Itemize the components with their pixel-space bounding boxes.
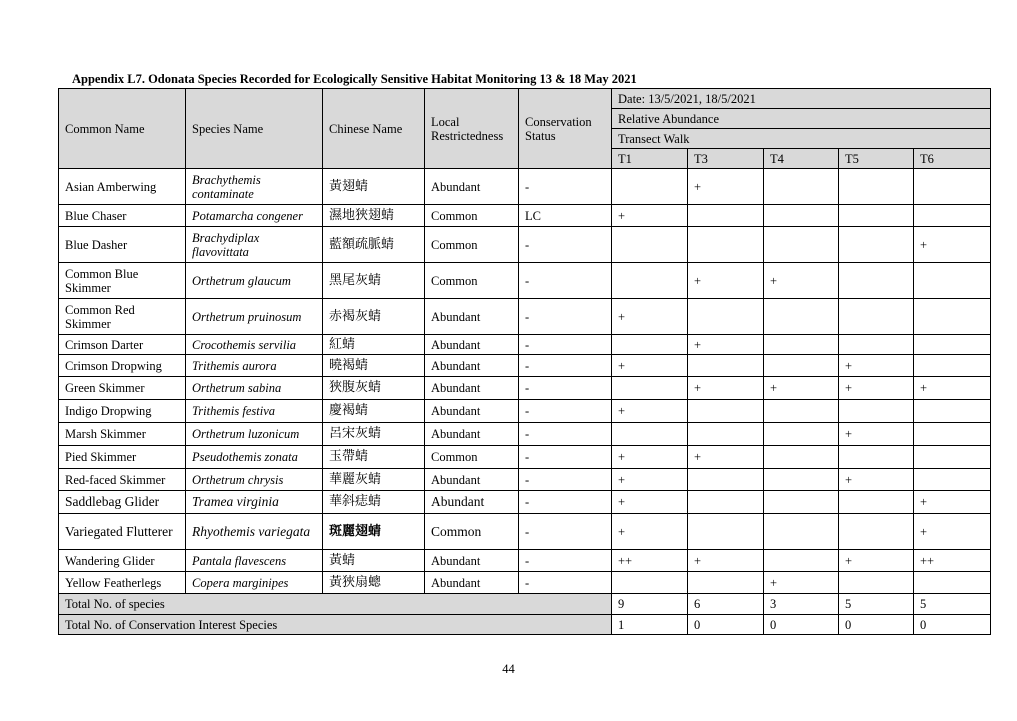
abundance-cell: + [914,377,991,400]
species-row [59,299,991,335]
header-chinese-name: Chinese Name [323,89,425,169]
species-row [59,355,991,377]
conservation-status-cell: - [519,299,612,335]
abundance-cell [839,514,914,550]
abundance-cell [914,355,991,377]
abundance-cell [612,572,688,594]
header-transect: T5 [839,149,914,169]
abundance-cell [764,423,839,446]
chinese-name-cell: 赤褐灰蜻 [323,299,425,335]
species-name-cell: Brachythemis contaminate [186,169,323,205]
total-species-value: 5 [914,594,991,615]
abundance-cell: + [612,205,688,227]
abundance-cell [764,335,839,355]
abundance-cell: + [764,572,839,594]
species-name-cell: Orthetrum sabina [186,377,323,400]
local-restrictedness-cell: Abundant [425,355,519,377]
common-name-cell: Crimson Dropwing [59,355,186,377]
chinese-name-cell: 黃狹扇蟌 [323,572,425,594]
common-name-cell: Crimson Darter [59,335,186,355]
species-row [59,400,991,423]
chinese-name-cell: 狹腹灰蜻 [323,377,425,400]
species-name-cell: Crocothemis servilia [186,335,323,355]
abundance-cell [688,514,764,550]
chinese-name-cell: 紅蜻 [323,335,425,355]
conservation-status-cell: LC [519,205,612,227]
abundance-cell [914,263,991,299]
common-name-cell: Asian Amberwing [59,169,186,205]
abundance-cell: + [839,550,914,572]
table-body [59,169,991,594]
total-conservation-value: 0 [688,615,764,635]
abundance-cell [612,423,688,446]
abundance-cell: ++ [612,550,688,572]
chinese-name-cell: 呂宋灰蜻 [323,423,425,446]
common-name-cell: Indigo Dropwing [59,400,186,423]
header-local-restrictedness: Local Restrictedness [425,89,519,169]
header-transect: T6 [914,149,991,169]
chinese-name-cell: 黑尾灰蜻 [323,263,425,299]
abundance-cell: + [839,355,914,377]
total-species-value: 3 [764,594,839,615]
abundance-cell: + [688,446,764,469]
conservation-status-cell: - [519,550,612,572]
abundance-cell: + [612,469,688,491]
species-row [59,377,991,400]
header-common-name: Common Name [59,89,186,169]
chinese-name-cell: 濕地狹翅蜻 [323,205,425,227]
species-row [59,423,991,446]
chinese-name-cell: 斑麗翅蜻 [323,514,425,550]
abundance-cell: + [688,335,764,355]
local-restrictedness-cell: Common [425,205,519,227]
local-restrictedness-cell: Abundant [425,299,519,335]
abundance-cell [688,299,764,335]
abundance-cell [764,514,839,550]
abundance-cell [764,469,839,491]
chinese-name-cell: 黃蜻 [323,550,425,572]
abundance-cell [839,491,914,514]
header-species-name: Species Name [186,89,323,169]
common-name-cell: Common Red Skimmer [59,299,186,335]
local-restrictedness-cell: Abundant [425,377,519,400]
common-name-cell: Pied Skimmer [59,446,186,469]
species-row [59,514,991,550]
species-name-cell: Orthetrum pruinosum [186,299,323,335]
abundance-cell [839,446,914,469]
abundance-cell: + [612,514,688,550]
species-name-cell: Potamarcha congener [186,205,323,227]
header-conservation-status: Conservation Status [519,89,612,169]
abundance-cell [839,299,914,335]
abundance-cell: + [914,514,991,550]
species-row [59,572,991,594]
abundance-cell: + [688,263,764,299]
conservation-status-cell: - [519,469,612,491]
odonata-table [58,88,991,635]
abundance-cell [914,572,991,594]
conservation-status-cell: - [519,377,612,400]
abundance-cell [612,227,688,263]
species-row [59,263,991,299]
abundance-cell: + [914,227,991,263]
abundance-cell [764,550,839,572]
species-name-cell: Trithemis festiva [186,400,323,423]
abundance-cell [688,572,764,594]
total-conservation-label: Total No. of Conservation Interest Species [59,615,612,635]
total-conservation-row [59,615,991,635]
local-restrictedness-cell: Common [425,263,519,299]
total-species-row [59,594,991,615]
abundance-cell [914,169,991,205]
abundance-cell [688,423,764,446]
abundance-cell [914,335,991,355]
abundance-cell [764,299,839,335]
abundance-cell: + [612,491,688,514]
common-name-cell: Variegated Flutterer [59,514,186,550]
conservation-status-cell: - [519,227,612,263]
abundance-cell: + [839,423,914,446]
abundance-cell [764,400,839,423]
total-conservation-value: 1 [612,615,688,635]
species-name-cell: Pseudothemis zonata [186,446,323,469]
abundance-cell [839,205,914,227]
total-conservation-value: 0 [839,615,914,635]
common-name-cell: Marsh Skimmer [59,423,186,446]
chinese-name-cell: 黃翅蜻 [323,169,425,205]
total-conservation-value: 0 [764,615,839,635]
species-row [59,469,991,491]
common-name-cell: Blue Chaser [59,205,186,227]
abundance-cell [839,263,914,299]
local-restrictedness-cell: Abundant [425,550,519,572]
abundance-cell [764,227,839,263]
species-name-cell: Orthetrum glaucum [186,263,323,299]
total-species-value: 9 [612,594,688,615]
common-name-cell: Blue Dasher [59,227,186,263]
abundance-cell [764,491,839,514]
abundance-cell [612,169,688,205]
chinese-name-cell: 慶褐蜻 [323,400,425,423]
species-name-cell: Orthetrum luzonicum [186,423,323,446]
local-restrictedness-cell: Abundant [425,335,519,355]
local-restrictedness-cell: Abundant [425,169,519,205]
species-row [59,335,991,355]
total-conservation-value: 0 [914,615,991,635]
abundance-cell [612,377,688,400]
species-name-cell: Orthetrum chrysis [186,469,323,491]
species-row [59,491,991,514]
abundance-cell: + [612,400,688,423]
header-transect: T1 [612,149,688,169]
local-restrictedness-cell: Common [425,514,519,550]
species-name-cell: Rhyothemis variegata [186,514,323,550]
total-species-label: Total No. of species [59,594,612,615]
page-number: 44 [502,662,515,676]
abundance-cell: + [612,299,688,335]
totals-section [59,594,991,635]
local-restrictedness-cell: Common [425,446,519,469]
species-name-cell: Tramea virginia [186,491,323,514]
abundance-cell: + [764,377,839,400]
abundance-cell [839,335,914,355]
abundance-cell [914,400,991,423]
local-restrictedness-cell: Common [425,227,519,263]
conservation-status-cell: - [519,335,612,355]
abundance-cell: ++ [914,550,991,572]
species-row [59,446,991,469]
header-transect: T3 [688,149,764,169]
abundance-cell: + [688,550,764,572]
abundance-cell [688,227,764,263]
species-name-cell: Trithemis aurora [186,355,323,377]
abundance-cell: + [839,377,914,400]
total-species-value: 5 [839,594,914,615]
species-row [59,169,991,205]
abundance-cell: + [914,491,991,514]
species-name-cell: Brachydiplax flavovittata [186,227,323,263]
header-date: Date: 13/5/2021, 18/5/2021 [612,89,991,109]
header-transect: T4 [764,149,839,169]
abundance-cell [839,227,914,263]
conservation-status-cell: - [519,514,612,550]
conservation-status-cell: - [519,263,612,299]
chinese-name-cell: 藍額疏脈蜻 [323,227,425,263]
local-restrictedness-cell: Abundant [425,469,519,491]
abundance-cell [612,263,688,299]
abundance-cell: + [612,355,688,377]
conservation-status-cell: - [519,446,612,469]
conservation-status-cell: - [519,572,612,594]
abundance-cell [688,400,764,423]
chinese-name-cell: 華斜痣蜻 [323,491,425,514]
abundance-cell [764,205,839,227]
conservation-status-cell: - [519,169,612,205]
common-name-cell: Common Blue Skimmer [59,263,186,299]
abundance-cell [764,169,839,205]
abundance-cell [612,335,688,355]
abundance-cell [839,169,914,205]
conservation-status-cell: - [519,400,612,423]
total-species-value: 6 [688,594,764,615]
abundance-cell [839,400,914,423]
conservation-status-cell: - [519,423,612,446]
species-row [59,205,991,227]
common-name-cell: Green Skimmer [59,377,186,400]
local-restrictedness-cell: Abundant [425,572,519,594]
species-row [59,550,991,572]
header-transect-walk: Transect Walk [612,129,991,149]
local-restrictedness-cell: Abundant [425,400,519,423]
common-name-cell: Red-faced Skimmer [59,469,186,491]
abundance-cell [914,446,991,469]
conservation-status-cell: - [519,491,612,514]
common-name-cell: Yellow Featherlegs [59,572,186,594]
chinese-name-cell: 曉褐蜻 [323,355,425,377]
abundance-cell [914,469,991,491]
abundance-cell [914,205,991,227]
abundance-cell [688,355,764,377]
species-name-cell: Copera marginipes [186,572,323,594]
abundance-cell: + [839,469,914,491]
abundance-cell [914,299,991,335]
appendix-title: Appendix L7. Odonata Species Recorded for Ecologically Sensitive Habitat Monitoring 13 & 18 May 2021 [72,72,637,86]
abundance-cell [688,469,764,491]
species-name-cell: Pantala flavescens [186,550,323,572]
abundance-cell [688,205,764,227]
abundance-cell [688,491,764,514]
abundance-cell [914,423,991,446]
abundance-cell [839,572,914,594]
common-name-cell: Wandering Glider [59,550,186,572]
header-relative-abundance: Relative Abundance [612,109,991,129]
common-name-cell: Saddlebag Glider [59,491,186,514]
abundance-cell: + [688,377,764,400]
local-restrictedness-cell: Abundant [425,491,519,514]
chinese-name-cell: 華麗灰蜻 [323,469,425,491]
chinese-name-cell: 玉帶蜻 [323,446,425,469]
local-restrictedness-cell: Abundant [425,423,519,446]
abundance-cell: + [612,446,688,469]
abundance-cell [764,446,839,469]
abundance-cell: + [688,169,764,205]
abundance-cell: + [764,263,839,299]
table-wrapper [58,88,991,635]
species-row [59,227,991,263]
abundance-cell [764,355,839,377]
conservation-status-cell: - [519,355,612,377]
